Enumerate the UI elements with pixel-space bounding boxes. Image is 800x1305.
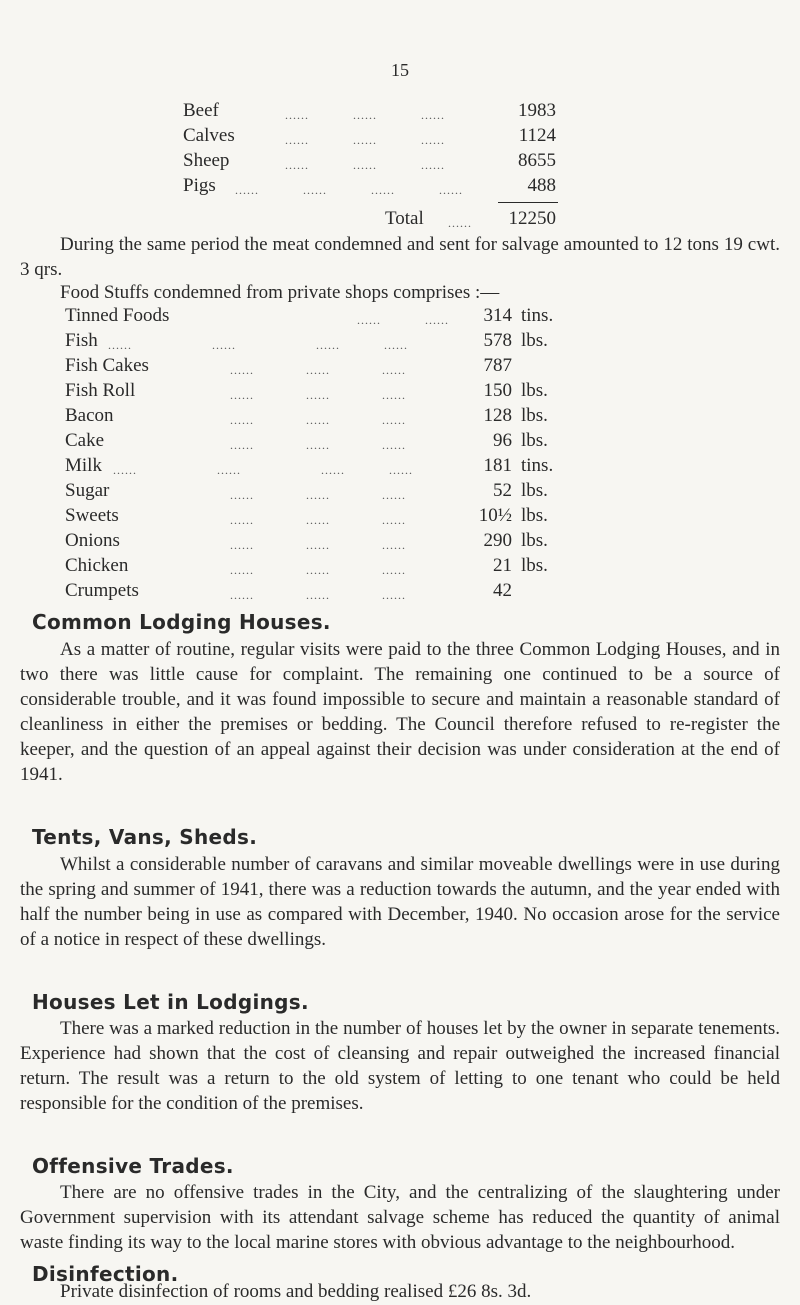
food-unit: lbs. (521, 480, 548, 501)
food-unit: lbs. (521, 405, 548, 426)
food-unit: tins. (521, 455, 554, 476)
livestock-value: 488 (527, 175, 556, 196)
section-heading-houses-let: Houses Let in Lodgings. (32, 990, 309, 1014)
salvage-paragraph: During the same period the meat condemned and sent for salvage amounted to 12 tons 19 cwt. 3 qrs. (20, 234, 780, 280)
food-label: Bacon (65, 405, 114, 426)
food-value: 787 (483, 355, 512, 376)
food-label: Tinned Foods (65, 305, 170, 326)
livestock-label: Beef (183, 100, 219, 121)
food-value: 578 (483, 330, 512, 351)
food-value: 314 (483, 305, 512, 326)
food-value: 52 (493, 480, 512, 501)
section-heading-offensive-trades: Offensive Trades. (32, 1154, 234, 1178)
section-text-offensive-trades: There are no offensive trades in the City, and the centralizing of the slaughtering under Government supervision with its attendant salvage scheme has reduced the quantity of animal waste finding its way to the local marine stores with obvious advantage to the neighbourhood. (20, 1182, 780, 1253)
food-value: 21 (493, 555, 512, 576)
food-unit: lbs. (521, 380, 548, 401)
section-text-disinfection: Private disinfection of rooms and bedding realised £26 8s. 3d. (60, 1281, 532, 1302)
total-value: 12250 (508, 208, 556, 229)
section-text-common-lodging: As a matter of routine, regular visits were paid to the three Common Lodging Houses, and in two there was little cause for complaint. The remaining one continued to be a source of considerable trouble, and it was found impossible to secure and maintain a reasonable standard of cleanliness in either the premises or bedding. The Council therefore refused to re-register the keeper, and the question of an appeal against their decision was under consideration at the end of 1941. (20, 639, 780, 785)
section-heading-disinfection: Disinfection. (32, 1262, 179, 1286)
livestock-value: 1124 (518, 125, 556, 146)
food-label: Fish Roll (65, 380, 136, 401)
food-unit: tins. (521, 305, 554, 326)
section-text-tents-vans: Whilst a considerable number of caravans and similar moveable dwellings were in use during the spring and summer of 1941, there was a reduction towards the autumn, and the year ended with half the number being in use as compared with December, 1940. No occasion arose for the service of a notice in respect of these dwellings. (20, 854, 780, 950)
food-unit: lbs. (521, 430, 548, 451)
food-value: 96 (493, 430, 512, 451)
food-label: Cake (65, 430, 105, 451)
food-value: 181 (483, 455, 512, 476)
food-label: Crumpets (65, 580, 139, 601)
food-value: 10½ (478, 505, 512, 526)
food-label: Chicken (65, 555, 129, 576)
food-label: Sugar (65, 480, 110, 501)
food-value: 150 (483, 380, 512, 401)
livestock-label: Pigs (183, 175, 216, 196)
food-label: Fish Cakes (65, 355, 149, 376)
section-heading-tents-vans: Tents, Vans, Sheds. (32, 825, 258, 849)
food-label: Sweets (65, 505, 119, 526)
total-label: Total (385, 208, 424, 229)
food-unit: lbs. (521, 505, 548, 526)
food-value: 290 (483, 530, 512, 551)
food-label: Fish (65, 330, 98, 351)
livestock-value: 1983 (518, 100, 556, 121)
food-label: Milk (65, 455, 102, 476)
food-label: Onions (65, 530, 120, 551)
section-heading-common-lodging: Common Lodging Houses. (32, 610, 331, 634)
livestock-label: Sheep (183, 150, 230, 171)
livestock-value: 8655 (518, 150, 556, 171)
section-text-houses-let: There was a marked reduction in the number of houses let by the owner in separate tenements. Experience had shown that the cost of cleansing and repair outweighed the increased financial return. The result was a return to the old system of letting to one tenant who could be held responsible for the condition of the premises. (20, 1018, 780, 1114)
food-unit: lbs. (521, 530, 548, 551)
livestock-label: Calves (183, 125, 235, 146)
food-intro: Food Stuffs condemned from private shops comprises :— (60, 282, 500, 303)
page-number: 15 (391, 60, 409, 80)
total-rule (498, 202, 558, 203)
food-unit: lbs. (521, 330, 548, 351)
food-unit: lbs. (521, 555, 548, 576)
food-value: 128 (483, 405, 512, 426)
food-value: 42 (493, 580, 512, 601)
